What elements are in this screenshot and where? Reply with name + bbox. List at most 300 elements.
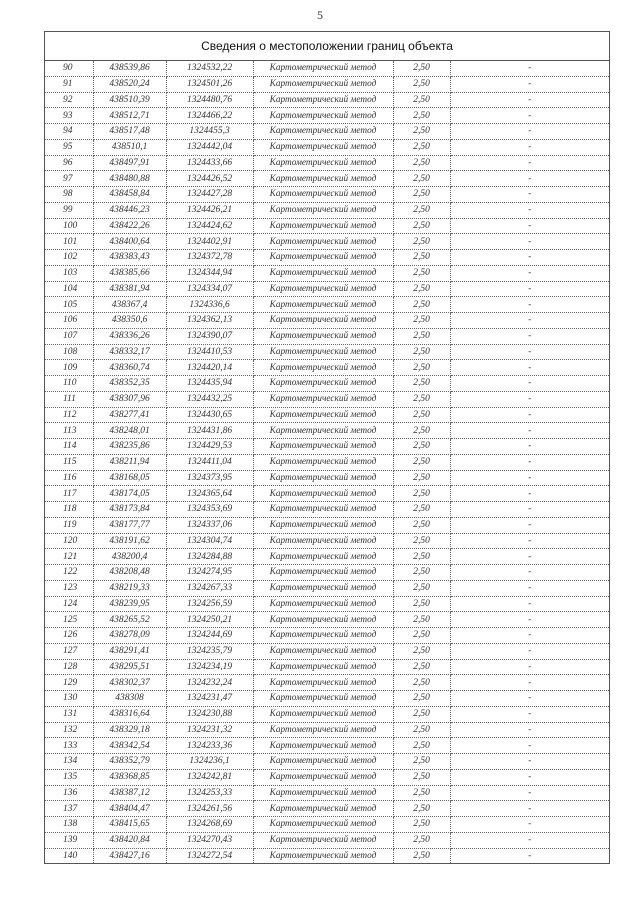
accuracy-cell: 2,50 (393, 344, 450, 360)
accuracy-cell: 2,50 (393, 360, 450, 376)
table-row (45, 281, 609, 297)
description-cell: - (450, 155, 609, 171)
accuracy-cell: 2,50 (393, 218, 450, 234)
y-coordinate-cell: 1324390,07 (166, 328, 253, 344)
x-coordinate-cell: 438342,54 (93, 738, 166, 754)
table-row (45, 76, 609, 92)
table-row (45, 391, 609, 407)
x-coordinate-cell: 438420,84 (93, 832, 166, 848)
accuracy-cell: 2,50 (393, 124, 450, 140)
point-number-cell: 120 (45, 533, 93, 549)
method-cell: Картометрический метод (253, 628, 393, 644)
point-number-cell: 101 (45, 234, 93, 250)
method-cell: Картометрический метод (253, 565, 393, 581)
method-cell: Картометрический метод (253, 187, 393, 203)
y-coordinate-cell: 1324337,06 (166, 517, 253, 533)
x-coordinate-cell: 438497,91 (93, 155, 166, 171)
table-row (45, 155, 609, 171)
method-cell: Картометрический метод (253, 234, 393, 250)
accuracy-cell: 2,50 (393, 423, 450, 439)
y-coordinate-cell: 1324250,21 (166, 612, 253, 628)
x-coordinate-cell: 438174,05 (93, 486, 166, 502)
y-coordinate-cell: 1324236,1 (166, 754, 253, 770)
y-coordinate-cell: 1324235,79 (166, 643, 253, 659)
y-coordinate-cell: 1324232,24 (166, 675, 253, 691)
description-cell: - (450, 832, 609, 848)
table-row (45, 675, 609, 691)
point-number-cell: 97 (45, 171, 93, 187)
x-coordinate-cell: 438200,4 (93, 549, 166, 565)
accuracy-cell: 2,50 (393, 659, 450, 675)
point-number-cell: 93 (45, 108, 93, 124)
y-coordinate-cell: 1324424,62 (166, 218, 253, 234)
accuracy-cell: 2,50 (393, 250, 450, 266)
description-cell: - (450, 391, 609, 407)
point-number-cell: 131 (45, 706, 93, 722)
x-coordinate-cell: 438512,71 (93, 108, 166, 124)
method-cell: Картометрический метод (253, 124, 393, 140)
method-cell: Картометрический метод (253, 439, 393, 455)
method-cell: Картометрический метод (253, 92, 393, 108)
x-coordinate-cell: 438404,47 (93, 801, 166, 817)
y-coordinate-cell: 1324442,04 (166, 139, 253, 155)
description-cell: - (450, 124, 609, 140)
method-cell: Картометрический метод (253, 265, 393, 281)
point-number-cell: 107 (45, 328, 93, 344)
accuracy-cell: 2,50 (393, 754, 450, 770)
method-cell: Картометрический метод (253, 61, 393, 76)
point-number-cell: 136 (45, 785, 93, 801)
method-cell: Картометрический метод (253, 848, 393, 863)
table-row (45, 801, 609, 817)
accuracy-cell: 2,50 (393, 439, 450, 455)
accuracy-cell: 2,50 (393, 612, 450, 628)
method-cell: Картометрический метод (253, 328, 393, 344)
description-cell: - (450, 801, 609, 817)
table-row (45, 439, 609, 455)
x-coordinate-cell: 438383,43 (93, 250, 166, 266)
description-cell: - (450, 407, 609, 423)
description-cell: - (450, 171, 609, 187)
table-row (45, 139, 609, 155)
accuracy-cell: 2,50 (393, 722, 450, 738)
method-cell: Картометрический метод (253, 691, 393, 707)
x-coordinate-cell: 438368,85 (93, 769, 166, 785)
y-coordinate-cell: 1324344,94 (166, 265, 253, 281)
description-cell: - (528, 850, 532, 861)
description-cell: - (450, 439, 609, 455)
description-cell: - (450, 423, 609, 439)
accuracy-cell: 2,50 (393, 187, 450, 203)
point-number-cell: 92 (45, 92, 93, 108)
y-coordinate-cell: 1324466,22 (166, 108, 253, 124)
point-number-cell: 99 (45, 202, 93, 218)
y-coordinate-cell: 1324420,14 (166, 360, 253, 376)
point-number-cell: 127 (45, 643, 93, 659)
x-coordinate-cell: 438422,26 (93, 218, 166, 234)
description-cell: - (450, 722, 609, 738)
method-cell: Картометрический метод (253, 754, 393, 770)
method-cell: Картометрический метод (253, 423, 393, 439)
x-coordinate-cell: 438350,6 (93, 313, 166, 329)
point-number-cell: 119 (45, 517, 93, 533)
accuracy-cell: 2,50 (393, 832, 450, 848)
method-cell: Картометрический метод (253, 785, 393, 801)
point-number-cell: 106 (45, 313, 93, 329)
y-coordinate-cell: 1324334,07 (166, 281, 253, 297)
point-number-cell: 96 (45, 155, 93, 171)
method-cell: Картометрический метод (253, 801, 393, 817)
accuracy-cell: 2,50 (393, 533, 450, 549)
x-coordinate-cell: 438517,48 (93, 124, 166, 140)
x-coordinate-cell: 438191,62 (93, 533, 166, 549)
x-coordinate-cell: 438265,52 (93, 612, 166, 628)
y-coordinate-cell: 1324253,33 (166, 785, 253, 801)
method-cell: Картометрический метод (253, 675, 393, 691)
x-coordinate-cell: 438510,39 (93, 92, 166, 108)
table-row (45, 234, 609, 250)
description-cell: - (450, 533, 609, 549)
point-number-cell: 138 (45, 817, 93, 833)
table-row (45, 580, 609, 596)
y-coordinate-cell: 1324433,66 (166, 155, 253, 171)
method-cell: Картометрический метод (253, 281, 393, 297)
method-cell: Картометрический метод (253, 502, 393, 518)
point-number-cell: 114 (45, 439, 93, 455)
description-cell: - (450, 187, 609, 203)
table-row (45, 754, 609, 770)
x-coordinate-cell: 438295,51 (93, 659, 166, 675)
x-coordinate-cell: 438235,86 (93, 439, 166, 455)
accuracy-cell: 2,50 (393, 391, 450, 407)
accuracy-cell: 2,50 (393, 202, 450, 218)
point-number-cell: 129 (45, 675, 93, 691)
x-coordinate-cell: 438168,05 (93, 470, 166, 486)
table-row (45, 549, 609, 565)
accuracy-cell: 2,50 (393, 454, 450, 470)
description-cell: - (450, 139, 609, 155)
y-coordinate-cell: 1324256,59 (166, 596, 253, 612)
y-coordinate-cell: 1324410,53 (166, 344, 253, 360)
table-row (45, 202, 609, 218)
y-coordinate-cell: 1324501,26 (166, 76, 253, 92)
method-cell: Картометрический метод (253, 722, 393, 738)
x-coordinate-cell: 438278,09 (93, 628, 166, 644)
accuracy-cell: 2,50 (393, 643, 450, 659)
boundary-coordinates-table (45, 61, 609, 863)
y-coordinate-cell: 1324362,13 (166, 313, 253, 329)
y-coordinate-cell: 1324242,81 (166, 769, 253, 785)
accuracy-cell: 2,50 (393, 517, 450, 533)
point-number-cell: 137 (45, 801, 93, 817)
description-cell: - (450, 61, 609, 76)
y-coordinate-cell: 1324274,95 (166, 565, 253, 581)
y-coordinate-cell: 1324231,47 (166, 691, 253, 707)
description-cell: - (450, 234, 609, 250)
point-number-cell: 102 (45, 250, 93, 266)
x-coordinate-cell: 438173,84 (93, 502, 166, 518)
description-cell: - (450, 706, 609, 722)
description-cell: - (450, 344, 609, 360)
x-coordinate-cell: 438316,64 (93, 706, 166, 722)
table-row (45, 659, 609, 675)
description-cell: - (450, 250, 609, 266)
table-row (45, 423, 609, 439)
point-number-cell: 110 (45, 376, 93, 392)
y-coordinate-cell: 1324532,22 (166, 61, 253, 76)
accuracy-cell: 2,50 (393, 328, 450, 344)
accuracy-cell: 2,50 (393, 769, 450, 785)
table-row (45, 376, 609, 392)
table-row (45, 596, 609, 612)
description-cell: - (450, 596, 609, 612)
accuracy-cell: 2,50 (393, 628, 450, 644)
point-number-cell: 123 (45, 580, 93, 596)
table-row (45, 61, 609, 76)
table-row (45, 313, 609, 329)
description-cell: - (450, 360, 609, 376)
method-cell: Картометрический метод (253, 407, 393, 423)
y-coordinate-cell: 1324426,21 (166, 202, 253, 218)
point-number-cell: 139 (45, 832, 93, 848)
table-row (45, 171, 609, 187)
x-coordinate-cell: 438248,01 (93, 423, 166, 439)
table-row (45, 124, 609, 140)
boundary-sheet (44, 31, 610, 864)
y-coordinate-cell: 1324435,94 (166, 376, 253, 392)
section-title: Сведения о местоположении границ объекта (45, 32, 609, 61)
description-cell: - (450, 785, 609, 801)
accuracy-cell: 2,50 (393, 155, 450, 171)
point-number-cell: 105 (45, 297, 93, 313)
point-number-cell: 118 (45, 502, 93, 518)
description-cell: - (450, 754, 609, 770)
table-row (45, 454, 609, 470)
x-coordinate-cell: 438427,16 (93, 848, 166, 863)
point-number-cell: 134 (45, 754, 93, 770)
accuracy-cell: 2,50 (393, 580, 450, 596)
y-coordinate-cell: 1324353,69 (166, 502, 253, 518)
x-coordinate-cell: 438367,4 (93, 297, 166, 313)
x-coordinate-cell: 438332,17 (93, 344, 166, 360)
point-number-cell: 115 (45, 454, 93, 470)
description-cell: - (450, 738, 609, 754)
point-number-cell: 126 (45, 628, 93, 644)
description-cell: - (450, 675, 609, 691)
table-row (45, 517, 609, 533)
accuracy-cell: 2,50 (393, 502, 450, 518)
y-coordinate-cell: 1324272,54 (166, 848, 253, 863)
point-number-cell: 113 (45, 423, 93, 439)
description-cell: - (450, 643, 609, 659)
y-coordinate-cell: 1324234,19 (166, 659, 253, 675)
x-coordinate-cell: 438385,66 (93, 265, 166, 281)
point-number-cell: 140 (45, 848, 93, 863)
accuracy-cell: 2,50 (393, 234, 450, 250)
x-coordinate-cell: 438539,86 (93, 61, 166, 76)
table-row (45, 360, 609, 376)
description-cell: - (450, 202, 609, 218)
table-row (45, 628, 609, 644)
accuracy-cell: 2,50 (393, 281, 450, 297)
x-coordinate-cell: 438302,37 (93, 675, 166, 691)
point-number-cell: 122 (45, 565, 93, 581)
point-number-cell: 111 (45, 391, 93, 407)
point-number-cell: 117 (45, 486, 93, 502)
description-cell: - (450, 281, 609, 297)
y-coordinate-cell: 1324233,36 (166, 738, 253, 754)
y-coordinate-cell: 1324284,88 (166, 549, 253, 565)
y-coordinate-cell: 1324411,04 (166, 454, 253, 470)
table-row (45, 769, 609, 785)
description-cell: - (450, 691, 609, 707)
accuracy-cell: 2,50 (393, 691, 450, 707)
y-coordinate-cell: 1324426,52 (166, 171, 253, 187)
method-cell: Картометрический метод (253, 832, 393, 848)
y-coordinate-cell: 1324261,56 (166, 801, 253, 817)
x-coordinate-cell: 438291,41 (93, 643, 166, 659)
page-number: 5 (317, 8, 323, 22)
point-number-cell: 91 (45, 76, 93, 92)
method-cell: Картометрический метод (253, 108, 393, 124)
method-cell: Картометрический метод (253, 391, 393, 407)
method-cell: Картометрический метод (253, 344, 393, 360)
table-row (45, 722, 609, 738)
accuracy-cell: 2,50 (393, 76, 450, 92)
method-cell: Картометрический метод (253, 313, 393, 329)
y-coordinate-cell: 1324431,86 (166, 423, 253, 439)
description-cell: - (450, 297, 609, 313)
description-cell: - (450, 549, 609, 565)
table-row (45, 328, 609, 344)
x-coordinate-cell: 438277,41 (93, 407, 166, 423)
table-row (45, 218, 609, 234)
x-coordinate-cell: 438520,24 (93, 76, 166, 92)
method-cell: Картометрический метод (253, 155, 393, 171)
x-coordinate-cell: 438381,94 (93, 281, 166, 297)
x-coordinate-cell: 438400,64 (93, 234, 166, 250)
y-coordinate-cell: 1324304,74 (166, 533, 253, 549)
table-row (45, 612, 609, 628)
x-coordinate-cell: 438219,33 (93, 580, 166, 596)
description-cell: - (450, 454, 609, 470)
y-coordinate-cell: 1324267,33 (166, 580, 253, 596)
x-coordinate-cell: 438336,26 (93, 328, 166, 344)
x-coordinate-cell: 438446,23 (93, 202, 166, 218)
method-cell: Картометрический метод (253, 533, 393, 549)
y-coordinate-cell: 1324373,95 (166, 470, 253, 486)
point-number-cell: 130 (45, 691, 93, 707)
x-coordinate-cell: 438360,74 (93, 360, 166, 376)
y-coordinate-cell: 1324270,43 (166, 832, 253, 848)
point-number-cell: 128 (45, 659, 93, 675)
table-row (45, 92, 609, 108)
accuracy-cell: 2,50 (393, 61, 450, 76)
accuracy-cell: 2,50 (393, 376, 450, 392)
method-cell: Картометрический метод (253, 454, 393, 470)
y-coordinate-cell: 1324372,78 (166, 250, 253, 266)
table-row (45, 565, 609, 581)
table-row (45, 832, 609, 848)
table-row (45, 297, 609, 313)
point-number-cell: 125 (45, 612, 93, 628)
point-number-cell: 116 (45, 470, 93, 486)
accuracy-cell: 2,50 (393, 265, 450, 281)
method-cell: Картометрический метод (253, 817, 393, 833)
point-number-cell: 121 (45, 549, 93, 565)
description-cell: - (450, 817, 609, 833)
x-coordinate-cell: 438208,48 (93, 565, 166, 581)
description-cell: - (450, 92, 609, 108)
table-row (45, 817, 609, 833)
description-cell: - (450, 313, 609, 329)
description-cell: - (450, 628, 609, 644)
x-coordinate-cell: 438329,18 (93, 722, 166, 738)
x-coordinate-cell: 438480,88 (93, 171, 166, 187)
point-number-cell: 133 (45, 738, 93, 754)
table-row (45, 738, 609, 754)
method-cell: Картометрический метод (253, 612, 393, 628)
table-row (45, 502, 609, 518)
accuracy-cell: 2,50 (393, 706, 450, 722)
method-cell: Картометрический метод (253, 769, 393, 785)
table-row (45, 643, 609, 659)
table-row (45, 533, 609, 549)
point-number-cell: 94 (45, 124, 93, 140)
description-cell: - (450, 769, 609, 785)
y-coordinate-cell: 1324429,53 (166, 439, 253, 455)
description-cell: - (450, 486, 609, 502)
table-row (45, 407, 609, 423)
description-cell: - (450, 76, 609, 92)
x-coordinate-cell: 438307,96 (93, 391, 166, 407)
accuracy-cell: 2,50 (393, 785, 450, 801)
accuracy-cell: 2,50 (393, 171, 450, 187)
method-cell: Картометрический метод (253, 218, 393, 234)
accuracy-cell: 2,50 (393, 92, 450, 108)
method-cell: Картометрический метод (253, 643, 393, 659)
y-coordinate-cell: 1324402,91 (166, 234, 253, 250)
y-coordinate-cell: 1324480,76 (166, 92, 253, 108)
point-number-cell: 98 (45, 187, 93, 203)
point-number-cell: 100 (45, 218, 93, 234)
point-number-cell: 109 (45, 360, 93, 376)
accuracy-cell: 2,50 (393, 407, 450, 423)
method-cell: Картометрический метод (253, 486, 393, 502)
table-row (45, 691, 609, 707)
accuracy-cell: 2,50 (393, 297, 450, 313)
method-cell: Картометрический метод (253, 706, 393, 722)
y-coordinate-cell: 1324230,88 (166, 706, 253, 722)
x-coordinate-cell: 438387,12 (93, 785, 166, 801)
point-number-cell: 135 (45, 769, 93, 785)
description-cell: - (450, 218, 609, 234)
description-cell: - (450, 565, 609, 581)
method-cell: Картометрический метод (253, 596, 393, 612)
x-coordinate-cell: 438458,84 (93, 187, 166, 203)
method-cell: Картометрический метод (253, 171, 393, 187)
x-coordinate-cell: 438308 (93, 691, 166, 707)
accuracy-cell: 2,50 (393, 470, 450, 486)
table-row (45, 187, 609, 203)
description-cell: - (450, 502, 609, 518)
table-row (45, 265, 609, 281)
method-cell: Картометрический метод (253, 376, 393, 392)
method-cell: Картометрический метод (253, 250, 393, 266)
point-number-cell: 104 (45, 281, 93, 297)
method-cell: Картометрический метод (253, 659, 393, 675)
x-coordinate-cell: 438211,94 (93, 454, 166, 470)
